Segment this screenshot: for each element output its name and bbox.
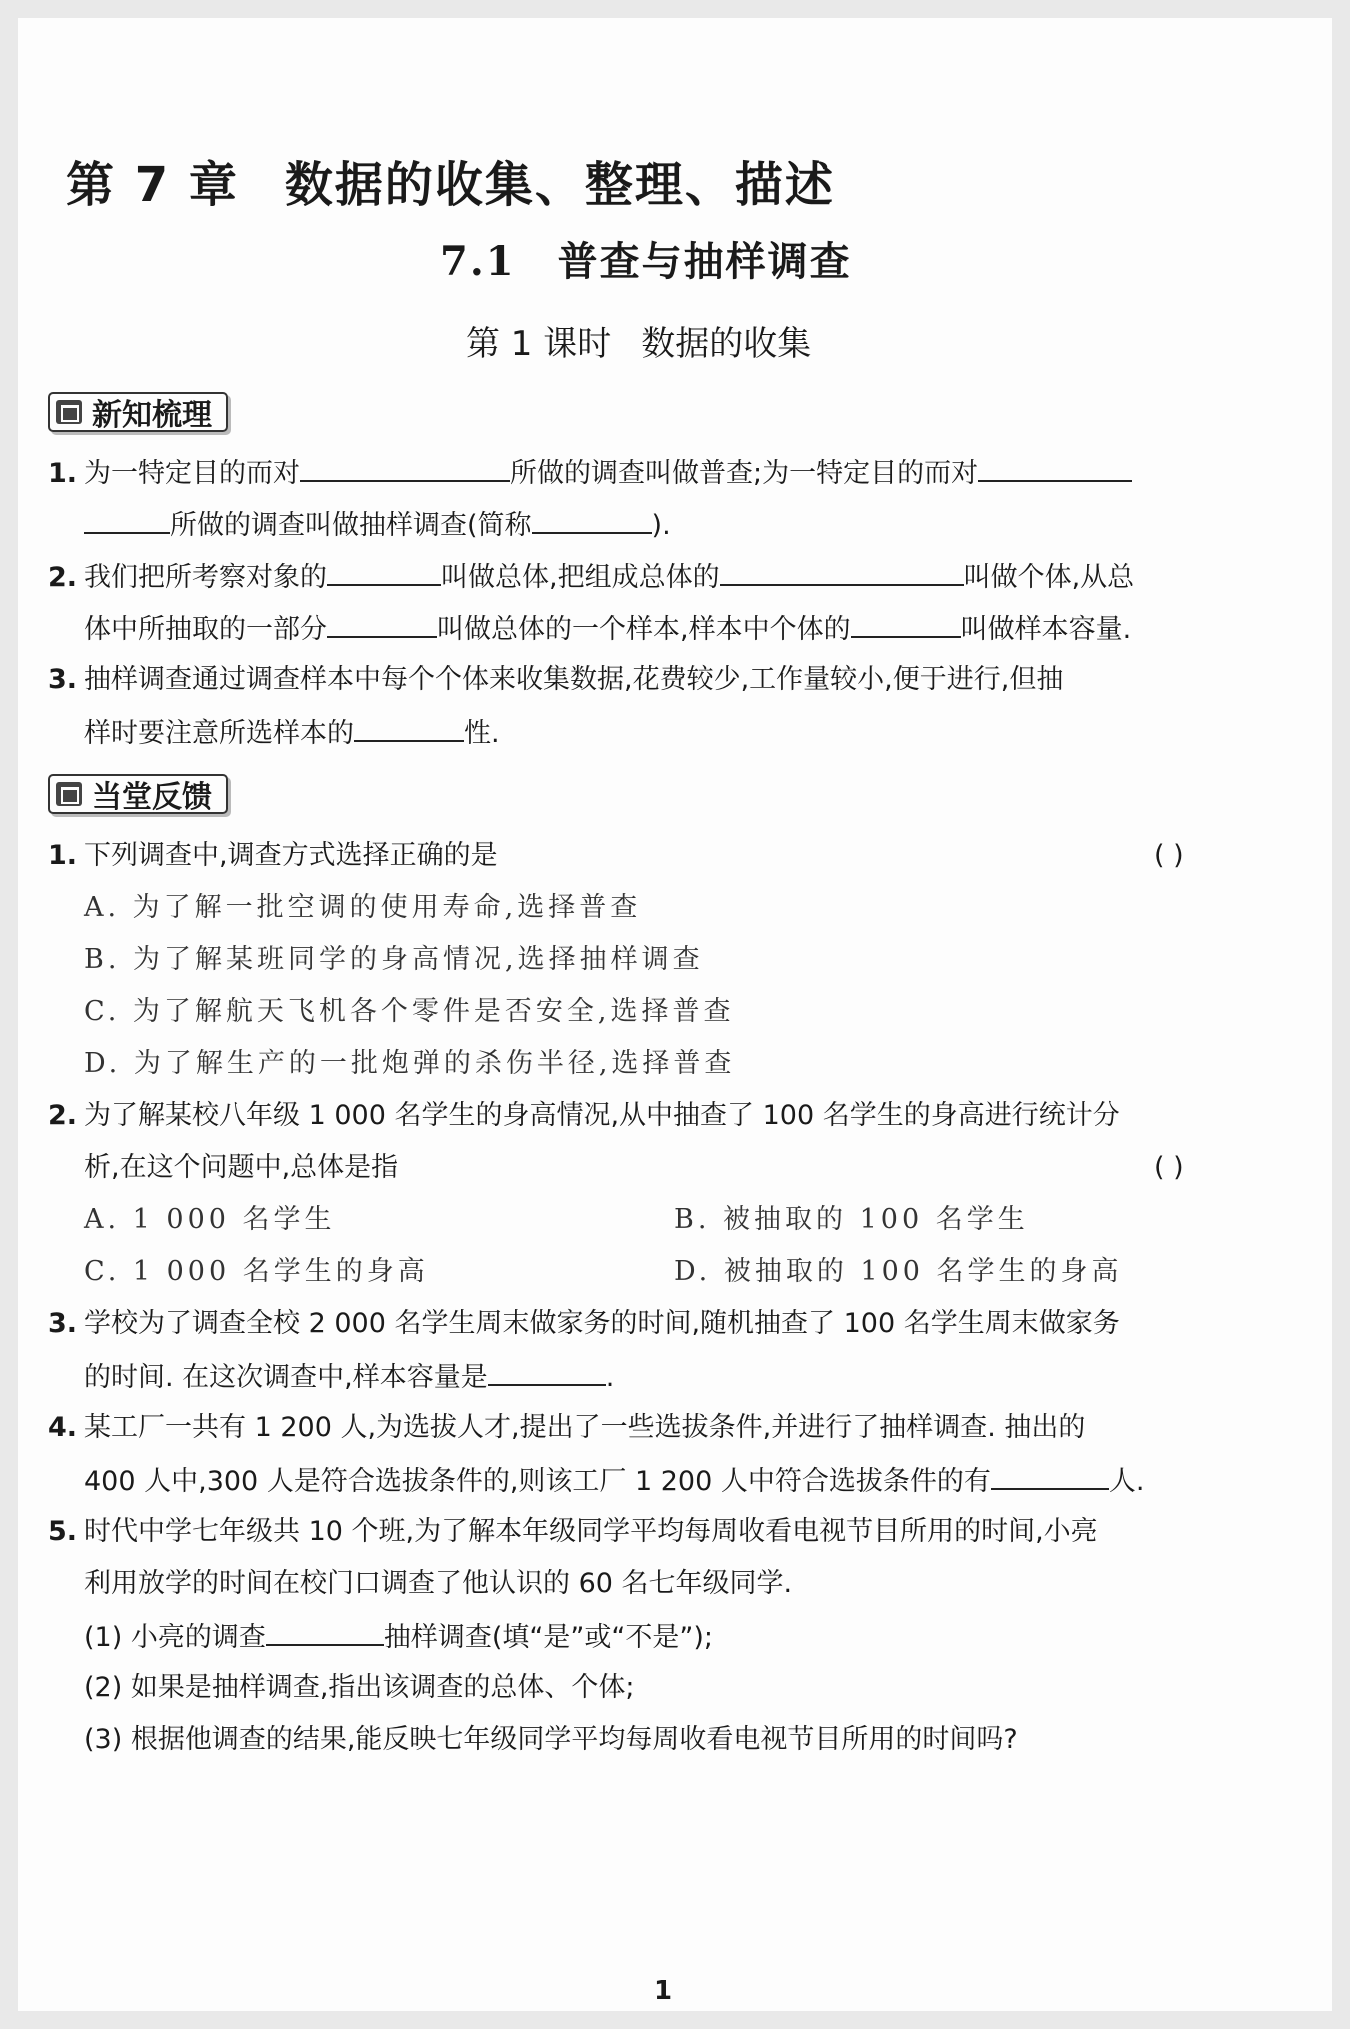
item-text: 抽样调查(填“是”或“不是”); — [383, 1622, 713, 1653]
item-text: 叫做样本容量. — [960, 614, 1132, 645]
choice-a[interactable]: A. 1 000 名学生 — [84, 1204, 336, 1235]
knowledge-item-2 — [48, 558, 1134, 596]
item-number: 1. — [48, 458, 78, 489]
practice-item-2 — [48, 1098, 1120, 1134]
answer-blank[interactable] — [354, 714, 464, 742]
answer-blank[interactable] — [84, 506, 170, 534]
practice-item-3-cont — [84, 1358, 614, 1396]
item-text: 下列调查中,调查方式选择正确的是 — [84, 840, 498, 871]
practice-item-3 — [48, 1306, 1120, 1342]
item-text: 时代中学七年级共 10 个班,为了解本年级同学平均每周收看电视节目所用的时间,小亮 — [84, 1516, 1098, 1547]
item-text: 的时间. 在这次调查中,样本容量是 — [84, 1362, 488, 1393]
choice-b[interactable]: B. 被抽取的 100 名学生 — [674, 1204, 1029, 1235]
item-text: 性. — [464, 718, 500, 749]
section-number: 7.1 — [440, 238, 516, 285]
chapter-name: 数据的收集、整理、描述 — [284, 157, 835, 213]
practice-item-5-cont: 利用放学的时间在校门口调查了他认识的 60 名七年级同学. — [84, 1568, 793, 1599]
item-number: 2. — [48, 562, 78, 593]
answer-blank[interactable] — [300, 454, 510, 482]
answer-blank[interactable] — [266, 1618, 384, 1646]
choice-c[interactable]: C. 为了解航天飞机各个零件是否安全,选择普查 — [84, 996, 735, 1027]
pencil-icon — [56, 782, 82, 806]
section-tag-new-knowledge — [48, 392, 228, 432]
practice-item-2-cont: 析,在这个问题中,总体是指 — [84, 1152, 399, 1183]
answer-blank[interactable] — [978, 454, 1132, 482]
item-number: 4. — [48, 1412, 78, 1443]
item-text: 所做的调查叫做普查;为一特定目的而对 — [510, 458, 979, 489]
answer-blank[interactable] — [327, 558, 441, 586]
chapter-number: 第 7 章 — [66, 157, 239, 213]
item-text: 学校为了调查全校 2 000 名学生周末做家务的时间,随机抽查了 100 名学生周末做家务 — [84, 1308, 1120, 1339]
section-tag-feedback — [48, 774, 228, 814]
item-number: 2. — [48, 1100, 78, 1131]
answer-blank[interactable] — [488, 1358, 606, 1386]
sub-question-1 — [84, 1618, 713, 1656]
lesson-heading — [466, 316, 811, 365]
answer-blank[interactable] — [720, 558, 964, 586]
knowledge-item-2-cont — [84, 610, 1131, 648]
practice-item-4-cont — [84, 1462, 1144, 1500]
knowledge-item-3 — [48, 662, 1063, 698]
practice-item-1 — [48, 838, 498, 874]
item-text: 为了解某校八年级 1 000 名学生的身高情况,从中抽查了 100 名学生的身高进行统计分 — [84, 1100, 1120, 1131]
choice-c[interactable]: C. 1 000 名学生的身高 — [84, 1256, 429, 1287]
item-text: 叫做总体的一个样本,样本中个体的 — [437, 614, 851, 645]
answer-parenthesis[interactable]: ( ) — [1154, 1152, 1184, 1183]
answer-blank[interactable] — [851, 610, 961, 638]
practice-item-5 — [48, 1514, 1098, 1550]
choice-d[interactable]: D. 为了解生产的一批炮弹的杀伤半径,选择普查 — [84, 1048, 736, 1079]
answer-parenthesis[interactable]: ( ) — [1154, 840, 1184, 871]
item-number: 3. — [48, 664, 78, 695]
item-number: 1. — [48, 840, 78, 871]
lesson-number: 第 1 课时 — [466, 324, 612, 364]
choice-d[interactable]: D. 被抽取的 100 名学生的身高 — [674, 1256, 1123, 1287]
choice-b[interactable]: B. 为了解某班同学的身高情况,选择抽样调查 — [84, 944, 704, 975]
item-text: 某工厂一共有 1 200 人,为选拔人才,提出了一些选拔条件,并进行了抽样调查. 抽出的 — [84, 1412, 1086, 1443]
sub-question-2: (2) 如果是抽样调查,指出该调查的总体、个体; — [84, 1672, 635, 1703]
item-text: (1) 小亮的调查 — [84, 1622, 266, 1653]
section-tag-label: 当堂反馈 — [92, 780, 212, 815]
item-number: 5. — [48, 1516, 78, 1547]
answer-blank[interactable] — [991, 1462, 1109, 1490]
item-text: 体中所抽取的一部分 — [84, 614, 327, 645]
chapter-heading — [66, 146, 835, 215]
answer-blank[interactable] — [327, 610, 437, 638]
item-text: 样时要注意所选样本的 — [84, 718, 354, 749]
section-heading — [440, 230, 852, 287]
item-number: 3. — [48, 1308, 78, 1339]
section-name: 普查与抽样调查 — [557, 238, 852, 285]
answer-blank[interactable] — [532, 506, 652, 534]
page-number: 1 — [654, 1976, 673, 2006]
page — [18, 18, 1332, 2011]
item-text: 人. — [1108, 1466, 1145, 1497]
practice-item-4 — [48, 1410, 1085, 1446]
lesson-name: 数据的收集 — [641, 324, 812, 364]
item-text: 叫做总体,把组成总体的 — [441, 562, 720, 593]
item-text: 所做的调查叫做抽样调查(简称 — [170, 510, 532, 541]
knowledge-item-1 — [48, 454, 1132, 492]
item-text: 400 人中,300 人是符合选拔条件的,则该工厂 1 200 人中符合选拔条件的有 — [84, 1466, 991, 1497]
sub-question-3: (3) 根据他调查的结果,能反映七年级同学平均每周收看电视节目所用的时间吗? — [84, 1724, 1018, 1755]
item-text: 为一特定目的而对 — [84, 458, 300, 489]
knowledge-item-1-cont — [84, 506, 671, 544]
knowledge-item-3-cont — [84, 714, 500, 752]
choice-a[interactable]: A. 为了解一批空调的使用寿命,选择普查 — [84, 892, 642, 923]
book-icon — [56, 400, 82, 424]
item-text: 叫做个体,从总 — [963, 562, 1135, 593]
item-text: . — [605, 1362, 615, 1393]
item-text: 抽样调查通过调查样本中每个个体来收集数据,花费较少,工作量较小,便于进行,但抽 — [84, 664, 1064, 695]
section-tag-label: 新知梳理 — [92, 398, 212, 433]
item-text: ). — [651, 510, 671, 541]
item-text: 我们把所考察对象的 — [84, 562, 327, 593]
